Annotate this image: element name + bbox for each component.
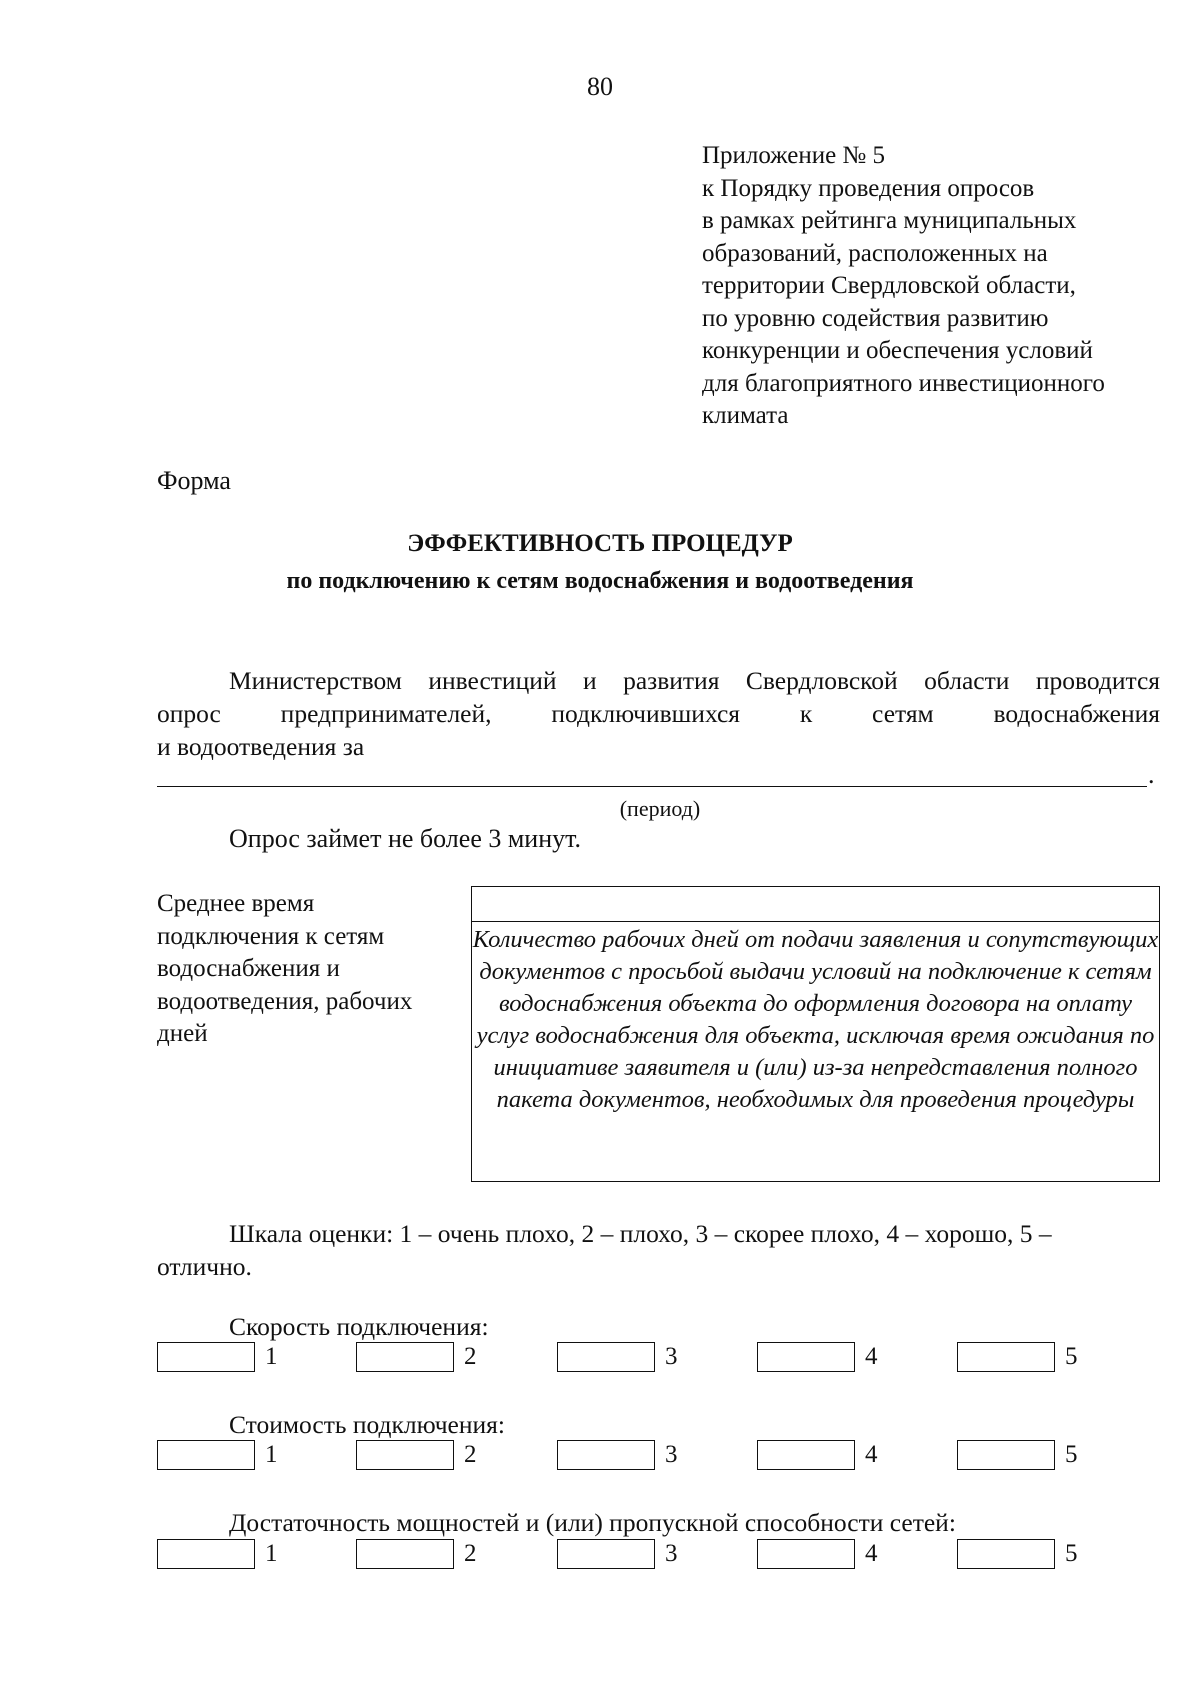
rating-option-number: 4 (865, 1540, 878, 1567)
appendix-reference (702, 140, 1105, 433)
appendix-line: образований, расположенных на (702, 239, 1048, 267)
rating-checkbox[interactable] (757, 1342, 855, 1372)
rating-checkbox[interactable] (157, 1440, 255, 1470)
rating-checkbox[interactable] (957, 1342, 1055, 1372)
average-time-label-line: водоотведения, рабочих (157, 987, 413, 1015)
appendix-line: территории Свердловской области, (702, 272, 1076, 299)
rating-option-number: 4 (865, 1441, 878, 1468)
rating-option[interactable] (757, 1438, 878, 1472)
average-time-input[interactable] (472, 887, 1159, 922)
appendix-line: в рамках рейтинга муниципальных (702, 207, 1077, 234)
rating-option[interactable] (557, 1438, 678, 1472)
rating-option-number: 1 (265, 1441, 278, 1468)
survey-duration-note: Опрос займет не более 3 минут. (229, 824, 582, 853)
rating-option-number: 1 (265, 1540, 278, 1567)
average-time-description: Количество рабочих дней от подачи заявления и сопутствующих документов с просьбой выдачи условий на подключение к сетям водоснабжения объекта до оформления договора на оплату услуг водоснабжения для объекта, исключая время ожидания по инициативе заявителя и (или) из-за непредставления полного пакета документов, необходимых для проведения процедуры (472, 926, 1159, 1113)
average-time-label-line: водоснабжения и (157, 955, 340, 982)
period-caption: (период) (619, 796, 701, 821)
rating-option-number: 3 (665, 1540, 678, 1567)
average-time-box (471, 886, 1160, 1182)
average-time-label-line: Среднее время (157, 890, 315, 917)
appendix-line: климата (702, 402, 789, 429)
rating-checkbox[interactable] (757, 1440, 855, 1470)
form-label: Форма (157, 466, 231, 495)
rating-option[interactable] (757, 1537, 878, 1571)
rating-checkbox[interactable] (757, 1539, 855, 1569)
question-label: Достаточность мощностей и (или) пропускной способности сетей: (229, 1508, 956, 1537)
appendix-line: конкуренции и обеспечения условий (702, 337, 1093, 364)
rating-checkbox[interactable] (957, 1440, 1055, 1470)
rating-option[interactable] (157, 1537, 278, 1571)
appendix-line: к Порядку проведения опросов (702, 174, 1035, 202)
rating-option-number: 1 (265, 1343, 278, 1370)
rating-checkbox[interactable] (557, 1539, 655, 1569)
intro-line: опрос предпринимателей, подключившихся к сетям водоснабжения (157, 699, 1160, 728)
rating-option-number: 4 (865, 1343, 878, 1370)
rating-checkbox[interactable] (557, 1342, 655, 1372)
appendix-line: по уровню содействия развитию (702, 304, 1049, 332)
rating-option[interactable] (557, 1537, 678, 1571)
rating-option-number: 5 (1065, 1343, 1078, 1370)
rating-option-number: 2 (464, 1441, 477, 1468)
rating-option-number: 2 (464, 1540, 477, 1567)
question-label: Скорость подключения: (229, 1312, 489, 1341)
rating-scale (157, 1217, 1160, 1283)
rating-scale-line: отлично. (157, 1252, 252, 1281)
rating-option-number: 5 (1065, 1540, 1078, 1567)
average-time-label-line: дней (157, 1020, 208, 1047)
rating-option[interactable] (157, 1438, 278, 1472)
rating-option[interactable] (757, 1340, 878, 1374)
average-time-label-line: подключения к сетям (157, 922, 385, 950)
rating-row (157, 1438, 1160, 1472)
rating-checkbox[interactable] (157, 1342, 255, 1372)
rating-option-number: 3 (665, 1441, 678, 1468)
rating-option[interactable] (957, 1537, 1078, 1571)
rating-row (157, 1340, 1160, 1374)
rating-option[interactable] (557, 1340, 678, 1374)
period-input-line[interactable] (157, 786, 1147, 787)
rating-checkbox[interactable] (957, 1539, 1055, 1569)
rating-row (157, 1537, 1160, 1571)
rating-checkbox[interactable] (557, 1440, 655, 1470)
rating-checkbox[interactable] (157, 1539, 255, 1569)
page-subtitle: по подключению к сетям водоснабжения и водоотведения (286, 568, 914, 594)
rating-option-number: 5 (1065, 1441, 1078, 1468)
rating-option-number: 2 (464, 1343, 477, 1370)
intro-line: и водоотведения за (157, 732, 365, 761)
rating-scale-line: Шкала оценки: 1 – очень плохо, 2 – плохо, 3 – скорее плохо, 4 – хорошо, 5 – (229, 1219, 1052, 1248)
intro-paragraph (157, 664, 1160, 763)
rating-option[interactable] (957, 1340, 1078, 1374)
rating-checkbox[interactable] (356, 1342, 454, 1372)
rating-option[interactable] (356, 1340, 477, 1374)
rating-option[interactable] (356, 1438, 477, 1472)
average-time-label (157, 888, 412, 1051)
rating-checkbox[interactable] (356, 1539, 454, 1569)
intro-line: Министерством инвестиций и развития Свердловской области проводится (229, 666, 1160, 695)
rating-option[interactable] (356, 1537, 477, 1571)
question-label: Стоимость подключения: (229, 1410, 505, 1439)
period-dot: . (1148, 760, 1155, 789)
appendix-line: для благоприятного инвестиционного (702, 369, 1105, 397)
rating-option[interactable] (157, 1340, 278, 1374)
rating-option-number: 3 (665, 1343, 678, 1370)
page-number: 80 (587, 72, 613, 101)
rating-checkbox[interactable] (356, 1440, 454, 1470)
rating-option[interactable] (957, 1438, 1078, 1472)
page-title: ЭФФЕКТИВНОСТЬ ПРОЦЕДУР (407, 530, 793, 557)
appendix-line: Приложение № 5 (702, 142, 886, 169)
